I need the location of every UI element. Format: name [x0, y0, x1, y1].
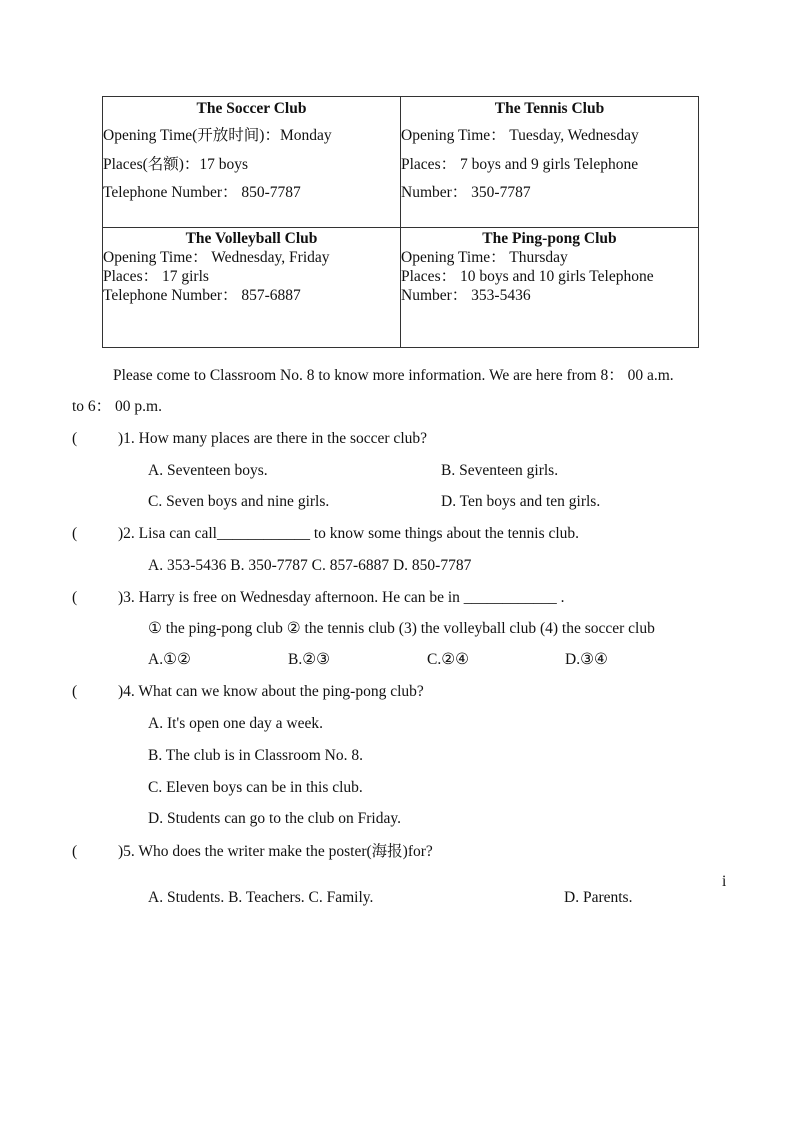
q2-stem: )2. Lisa can call____________ to know some things about the tennis club.: [118, 525, 580, 542]
q4-option-b: B. The club is in Classroom No. 8.: [148, 747, 363, 764]
q5-stem: )5. Who does the writer make the poster(海报)for?: [118, 843, 433, 860]
q2-answer-bracket: (: [72, 525, 78, 542]
q3-stem: )3. Harry is free on Wednesday afternoon. He can be in ____________ .: [118, 589, 565, 606]
volleyball-club-title: The Volleyball Club: [185, 230, 318, 247]
soccer-club-title: The Soccer Club: [196, 100, 307, 117]
q2-options: A. 353-5436 B. 350-7787 C. 857-6887 D. 850-7787: [148, 557, 472, 574]
tennis-places: Places： 7 boys and 9 girls Telephone: [401, 155, 639, 173]
club-info-table: [102, 96, 699, 348]
tennis-club-title: The Tennis Club: [494, 100, 605, 117]
q5-option-d: D. Parents.: [564, 889, 633, 906]
stray-mark: i: [722, 873, 727, 890]
q3-option-a: A.①②: [148, 651, 191, 668]
volleyball-opening-time: Opening Time： Wednesday, Friday: [103, 249, 330, 266]
q4-answer-bracket: (: [72, 683, 78, 700]
q3-choices: ① the ping-pong club ② the tennis club (3) the volleyball club (4) the soccer club: [148, 620, 655, 637]
soccer-places: Places(名额)：17 boys: [103, 155, 249, 173]
q4-option-a: A. It's open one day a week.: [148, 715, 323, 732]
q3-option-d: D.③④: [565, 651, 608, 668]
soccer-opening-time: Opening Time(开放时间)：Monday: [103, 127, 332, 144]
q5-options-abc: A. Students. B. Teachers. C. Family.: [148, 889, 374, 906]
pingpong-club-cell: [401, 228, 699, 348]
q3-option-c: C.②④: [427, 651, 470, 668]
tennis-telephone: Number： 350-7787: [401, 184, 531, 201]
volleyball-club-cell: [103, 228, 401, 348]
q1-option-b: B. Seventeen girls.: [441, 462, 559, 479]
notice-line-1: Please come to Classroom No. 8 to know more information. We are here from 8： 00 a.m.: [113, 367, 674, 384]
pingpong-club-title: The Ping-pong Club: [482, 230, 617, 247]
soccer-club-cell: [103, 97, 401, 228]
volleyball-telephone: Telephone Number： 857-6887: [103, 287, 301, 304]
q4-option-c: C. Eleven boys can be in this club.: [148, 779, 363, 796]
q1-stem: )1. How many places are there in the soccer club?: [118, 430, 428, 447]
q4-option-d: D. Students can go to the club on Friday.: [148, 810, 401, 827]
tennis-opening-time: Opening Time： Tuesday, Wednesday: [401, 127, 639, 144]
pingpong-opening-time: Opening Time： Thursday: [401, 249, 568, 266]
q3-answer-bracket: (: [72, 589, 78, 606]
q3-option-b: B.②③: [288, 651, 331, 668]
q5-answer-bracket: (: [72, 843, 78, 860]
q1-option-a: A. Seventeen boys.: [148, 462, 268, 479]
pingpong-places: Places： 10 boys and 10 girls Telephone: [401, 268, 654, 285]
q1-answer-bracket: (: [72, 430, 78, 447]
q4-stem: )4. What can we know about the ping-pong club?: [118, 683, 424, 700]
volleyball-places: Places： 17 girls: [103, 268, 209, 285]
q1-option-d: D. Ten boys and ten girls.: [441, 493, 601, 510]
soccer-telephone: Telephone Number： 850-7787: [103, 184, 301, 201]
q1-option-c: C. Seven boys and nine girls.: [148, 493, 330, 510]
notice-line-2: to 6： 00 p.m.: [72, 398, 162, 415]
pingpong-telephone: Number： 353-5436: [401, 287, 531, 304]
tennis-club-cell: [401, 97, 699, 228]
